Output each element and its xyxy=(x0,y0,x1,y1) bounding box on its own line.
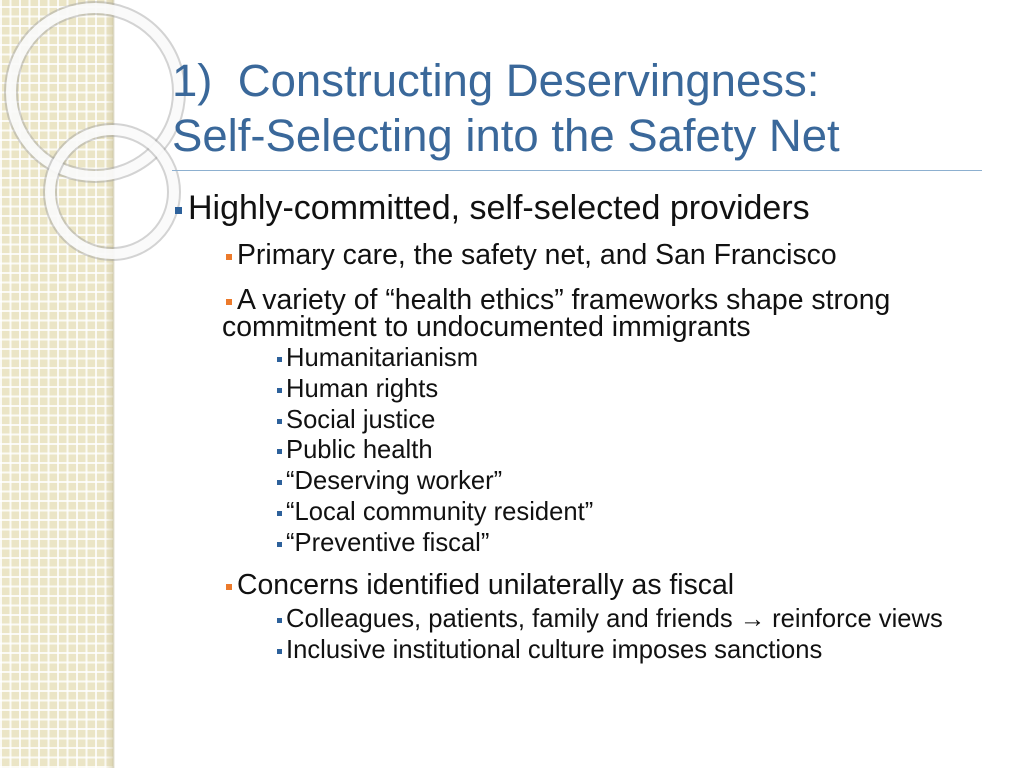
list-item-text: Highly-committed, self-selected providers xyxy=(188,189,810,227)
sub-list xyxy=(275,343,982,559)
list-item-level1 xyxy=(172,188,982,228)
sub-list xyxy=(275,604,982,666)
square-bullet-icon xyxy=(222,577,237,594)
list-item-level3 xyxy=(275,343,982,374)
list-item-level3 xyxy=(275,497,982,528)
slide-title xyxy=(172,53,992,163)
list-item-text: Primary care, the safety net, and San Francisco xyxy=(237,239,837,271)
list-item-level3 xyxy=(275,604,982,635)
list-item-level3 xyxy=(275,435,982,466)
list-item-text: Humanitarianism xyxy=(286,344,479,372)
square-bullet-icon xyxy=(275,412,286,427)
square-bullet-icon xyxy=(222,247,237,264)
list-item-level3 xyxy=(275,528,982,559)
list-item-text-after-arrow: reinforce views xyxy=(772,605,943,633)
list-item-text: Colleagues, patients, family and friends xyxy=(286,605,733,633)
decorative-ring-small xyxy=(50,130,174,254)
list-item-level2 xyxy=(222,569,982,601)
square-bullet-icon xyxy=(275,351,286,366)
title-divider xyxy=(172,170,982,171)
list-item-text: “Preventive fiscal” xyxy=(286,528,490,557)
slide-title-line-2: Self-Selecting into the Safety Net xyxy=(172,110,840,161)
list-item-level3 xyxy=(275,405,982,436)
list-item-level2 xyxy=(222,239,982,271)
list-item-text: “Local community resident” xyxy=(286,497,594,526)
square-bullet-icon xyxy=(275,381,286,396)
list-item-text: Social justice xyxy=(286,405,436,434)
list-item-text: A variety of “health ethics” frameworks shape strong commitment to undocumented immigrants xyxy=(222,284,891,343)
square-bullet-icon xyxy=(275,505,286,520)
list-item-text: Human rights xyxy=(286,374,439,403)
square-bullet-icon xyxy=(275,535,286,550)
square-bullet-icon xyxy=(222,292,237,309)
list-item-level3 xyxy=(275,635,982,666)
square-bullet-icon xyxy=(275,612,286,627)
list-item-text: “Deserving worker” xyxy=(286,467,503,496)
square-bullet-icon xyxy=(275,443,286,458)
arrow-right-icon: → xyxy=(739,605,766,633)
list-item-level2 xyxy=(222,284,982,343)
slide-title-line-1: 1) Constructing Deservingness: xyxy=(172,55,820,106)
square-bullet-icon xyxy=(275,642,286,657)
square-bullet-icon xyxy=(275,474,286,489)
square-bullet-icon xyxy=(172,199,188,219)
list-item-text: Public health xyxy=(286,436,433,465)
list-item-level3 xyxy=(275,466,982,497)
list-item-level3 xyxy=(275,374,982,405)
list-item-text: Inclusive institutional culture imposes sanctions xyxy=(286,635,823,664)
list-item-text: Concerns identified unilaterally as fiscal xyxy=(237,569,735,601)
